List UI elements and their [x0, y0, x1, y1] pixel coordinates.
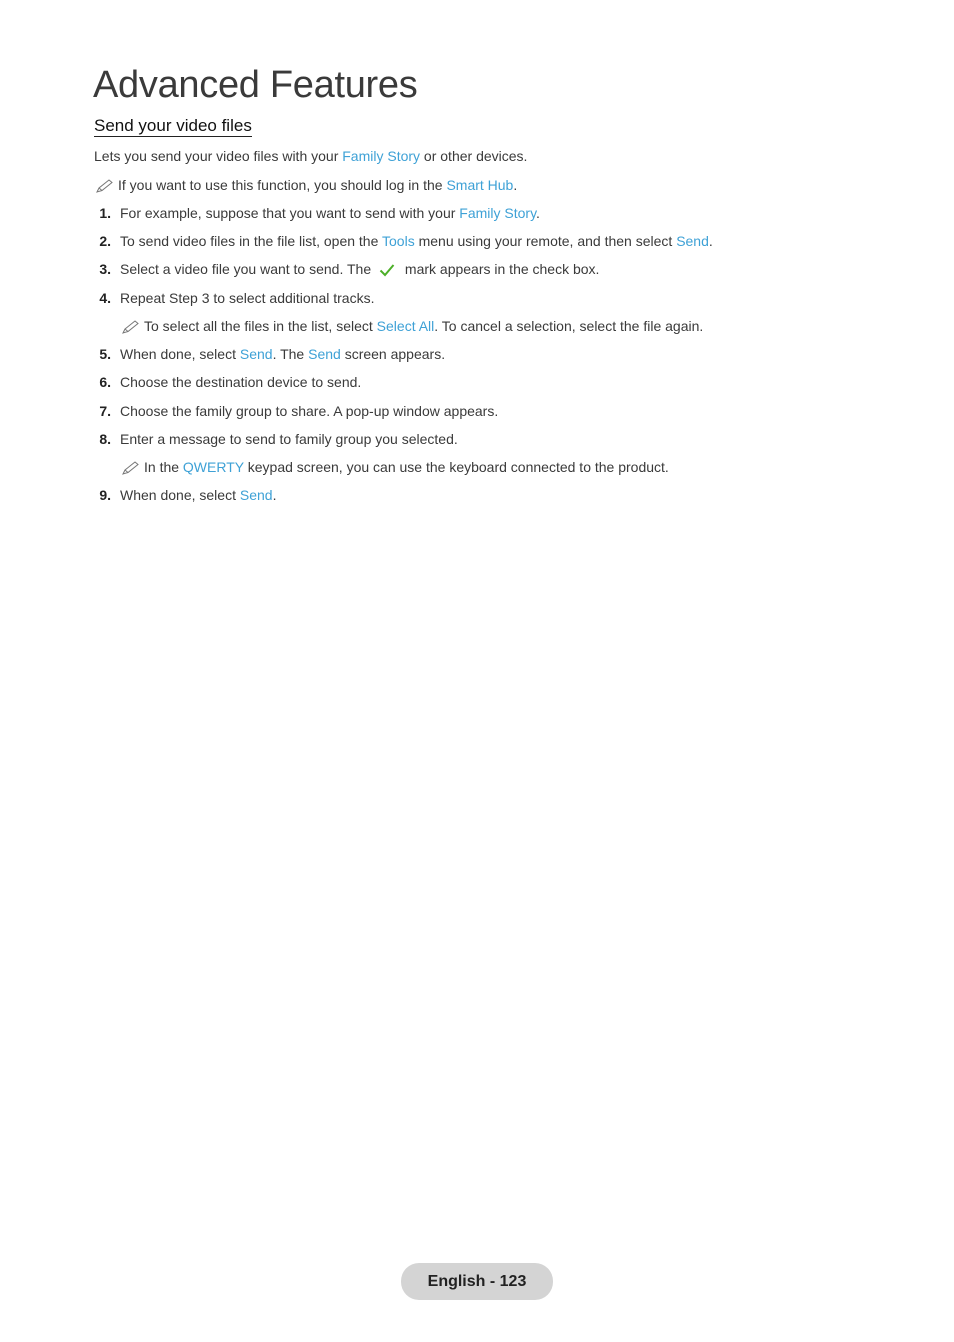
step-5: When done, select Send. The Send screen appears.: [120, 346, 446, 362]
send-screen-link[interactable]: Send: [308, 346, 341, 362]
check-mark-icon: [379, 263, 397, 281]
step-6: Choose the destination device to send.: [120, 374, 362, 390]
family-story-link[interactable]: Family Story: [459, 205, 537, 221]
step-number: 9.: [99, 487, 111, 503]
qwerty-link[interactable]: QWERTY: [182, 459, 244, 475]
smart-hub-link[interactable]: Smart Hub: [446, 177, 514, 193]
send-link[interactable]: Send: [239, 346, 273, 362]
select-all-link[interactable]: Select All: [376, 318, 435, 334]
page-number-label: English - 123: [427, 1272, 527, 1290]
step-2: To send video files in the file list, open the Tools menu using your remote, and then select Send.: [120, 233, 713, 249]
pencil-note-icon: [122, 458, 140, 476]
pencil-note-icon: [122, 317, 140, 335]
note-qwerty: In the QWERTY keypad screen, you can use the keyboard connected to the product.: [122, 458, 669, 476]
step-3: Select a video file you want to send. The mark appears in the check box.: [120, 260, 599, 281]
family-story-link[interactable]: Family Story: [342, 148, 421, 164]
section-title: Send your video files: [94, 116, 252, 135]
step-number: 1.: [99, 205, 111, 221]
send-link[interactable]: Send: [239, 487, 273, 503]
step-9: When done, select Send.: [120, 487, 277, 503]
step-number: 5.: [99, 346, 111, 362]
step-8: Enter a message to send to family group you selected.: [120, 431, 458, 447]
send-link[interactable]: Send: [676, 233, 709, 249]
tools-link[interactable]: Tools: [382, 233, 415, 249]
step-7: Choose the family group to share. A pop-up window appears.: [120, 403, 499, 419]
step-number: 3.: [99, 261, 111, 277]
page-number-badge: [401, 1263, 553, 1300]
step-number: 8.: [99, 431, 111, 447]
pencil-note-icon: [96, 176, 114, 194]
step-number: 7.: [99, 403, 111, 419]
note-select-all: To select all the files in the list, select Select All. To cancel a selection, select the file again.: [122, 317, 703, 335]
note-login: If you want to use this function, you should log in the Smart Hub.: [96, 176, 517, 194]
intro-text: Lets you send your video files with your Family Story or other devices.: [94, 148, 528, 164]
page-title: Advanced Features: [93, 64, 418, 106]
step-4: Repeat Step 3 to select additional tracks.: [120, 290, 375, 306]
step-number: 2.: [99, 233, 111, 249]
step-1: For example, suppose that you want to send with your Family Story.: [120, 205, 540, 221]
step-number: 4.: [99, 290, 111, 306]
step-number: 6.: [99, 374, 111, 390]
